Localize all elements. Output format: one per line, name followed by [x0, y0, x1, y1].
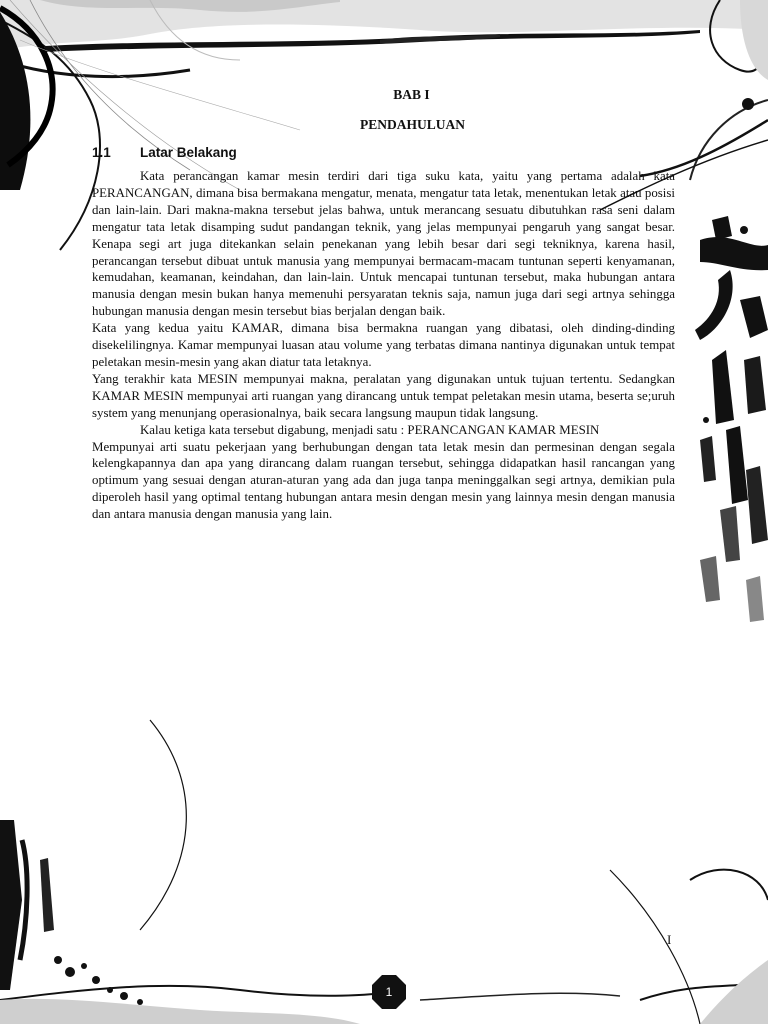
paragraph-3: Yang terakhir kata MESIN mempunyai makna, peralatan yang digunakan untuk tujuan tertentu. Sedangkan KAMAR MESIN mempunyai arti ruangan yang dirancang untuk tempat peletakan mesin utama, beserta se;uruh system yang menunjang operasionalnya, baik secara langsung maupun tidak langsung.: [92, 371, 675, 420]
section-number: 1.1: [92, 145, 111, 160]
paragraph-1: Kata perancangan kamar mesin terdiri dari tiga suku kata, yaitu yang pertama adalah kata PERANCANGAN, dimana bisa bermakana mengatur, menata, mengatur tata letak, menentukan letak atau posisi dan lain-lain. Dari makna-makna tersebut jelas bahwa, untuk merancang sesuatu dibutuhkan rasa seni dalam mengatur tata letak disamping sudut pandangan teknik, yang jelas mempunyai pengaruh yang sangat besar. Kenapa segi art juga ditekankan selain penekanan yang lebih besar dari segi tekniknya, karena hasil, perancangan tersebut dibuat untuk manusia yang mempunyai bermacam-macam tuntunan seperti kenyamanan, kemudahan, keamanan, keindahan, dan lain-lain. Untuk mencapai tuntunan tersebut, maka hubungan antara manusia dengan mesin bukan hanya memenuhi persyaratan teknis saja, namun juga dari segi artnya sehingga hubungan manusia dengan mesin tersebut bias berjalan dengan baik.: [92, 169, 675, 319]
chapter-number: BAB I: [393, 87, 430, 102]
paragraph-2: Kata yang kedua yaitu KAMAR, dimana bisa bermakna ruangan yang dibatasi, oleh dinding-dinding disekelilingnya. Kamar mempunyai luasan atau volume yang terbatas dimana nantinya digunakan untuk tempat peletakan mesin-mesin yang akan diatur tata letaknya.: [92, 321, 675, 369]
page-number: 1: [385, 985, 393, 999]
document-page: [92, 86, 675, 523]
paragraph-4: Kalau ketiga kata tersebut digabung, menjadi satu : PERANCANGAN KAMAR MESIN: [140, 422, 600, 437]
section-title: Latar Belakang: [140, 145, 237, 160]
chapter-title: PENDAHULUAN: [359, 117, 465, 132]
section-heading: [92, 144, 675, 162]
page-number-badge: [371, 974, 407, 1010]
paragraph-5: Mempunyai arti suatu pekerjaan yang berhubungan dengan tata letak mesin dan permesinan dengan segala kelengkapannya dan apa yang dirancang dalam ruangan tersebut, sehingga didapatkan hasil rancangan yang optimum yang sesuai dengan aturan-aturan yang ada dan juga tanpa meninggalkan segi artnya, demikian pula diperoleh hasil yang optimal tentang hubungan antara mesin dengan mesin yang lainnya mesin dengan manusia dan antara manusia dengan manusia yang lain.: [92, 439, 675, 522]
document-body: [92, 168, 675, 523]
roman-page-marker: I: [667, 932, 672, 947]
